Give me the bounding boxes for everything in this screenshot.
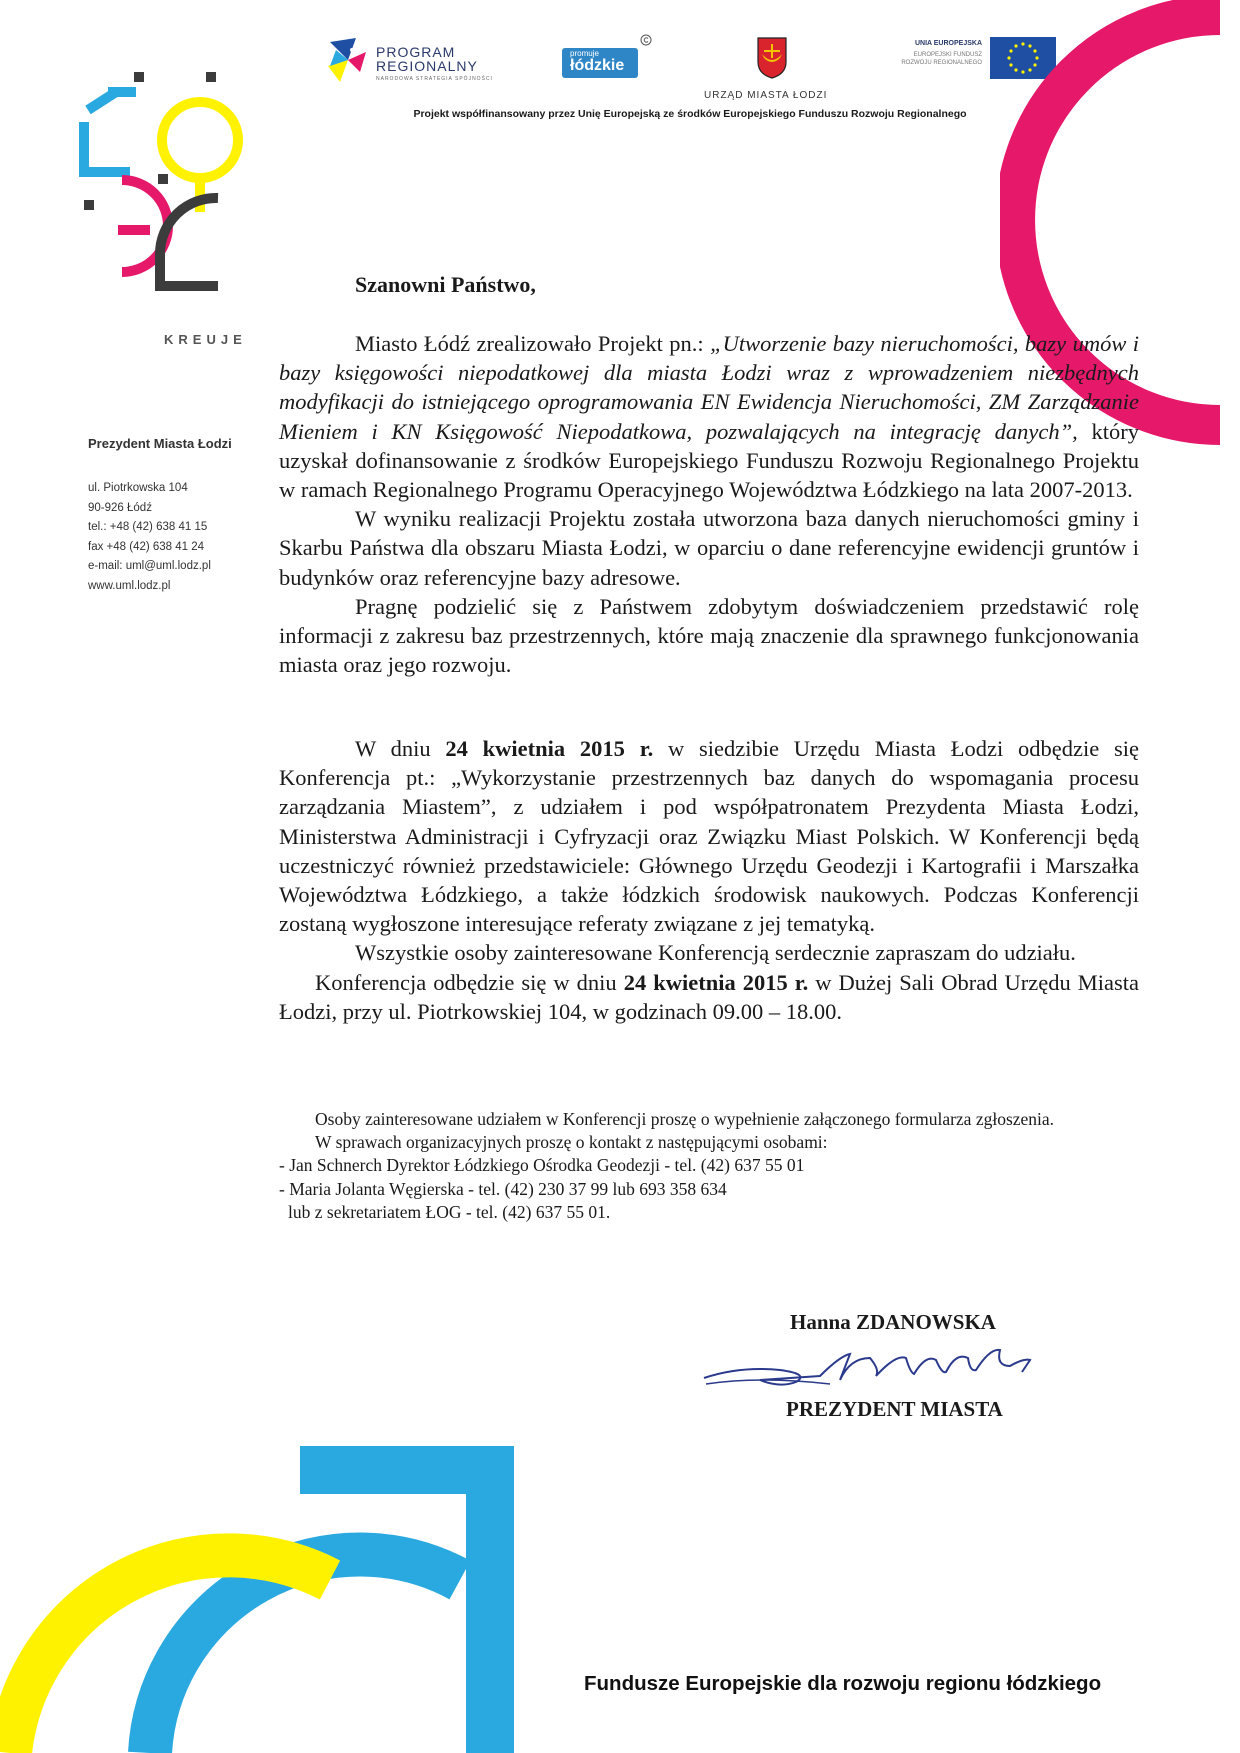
venue-date: 24 kwietnia 2015 r. bbox=[623, 969, 809, 995]
paragraph-invitation: Wszystkie osoby zainteresowane Konferencją serdecznie zapraszam do udziału. bbox=[355, 940, 1076, 966]
program-regionalny-title: PROGRAM REGIONALNY bbox=[376, 44, 478, 74]
cofinanced-statement: Projekt współfinansowany przez Unię Europejską ze środków Europejskiego Funduszu Rozwoju Regionalnego bbox=[413, 108, 967, 120]
contact-item: lub z sekretariatem ŁOG - tel. (42) 637 55 01. bbox=[288, 1201, 611, 1222]
address-website: www.uml.lodz.pl bbox=[88, 579, 171, 592]
signer-role: PREZYDENT MIASTA bbox=[786, 1397, 1003, 1421]
paragraph-venue: Konferencja odbędzie się w dniu 24 kwietnia 2015 r. w Dużej Sali Obrad Urzędu Miasta Łodzi, przy ul. Piotrkowskiej 104, w godzinach 09.00 – 18.00. bbox=[279, 969, 1139, 1024]
program-regionalny-subtitle: NARODOWA STRATEGIA SPÓJNOŚCI bbox=[376, 76, 493, 82]
address-street: ul. Piotrkowska 104 bbox=[88, 482, 188, 494]
paragraph-conference: W dniu 24 kwietnia 2015 r. w siedzibie Urzędu Miasta Łodzi odbędzie się Konferencja pt.: „Wykorzystanie przestrzennych baz danych do wspomagania procesu zarządzania Miastem”, z udziałem i pod współpatronatem Prezydenta Miasta Łodzi, Ministerstwa Administracji i Cyfryzacji oraz Związku Miast Polskich. W Konferencji będą uczestniczyć również przedstawiciele: Głównego Urzędu Geodezji i Kartografii i Marszałka Województwa Łódzkiego, a także łódzkich środowisk naukowych. Podczas Konferencji zostaną wygłoszone interesujące referaty związane z jej tematyką. bbox=[279, 736, 1139, 937]
address-phone: tel.: +48 (42) 638 41 15 bbox=[88, 521, 208, 533]
promuje-label: promuje bbox=[570, 49, 599, 58]
letter-intro bbox=[279, 329, 1139, 679]
contact-item: - Jan Schnerch Dyrektor Łódzkiego Ośrodka Geodezji - tel. (42) 637 55 01 bbox=[279, 1155, 805, 1176]
note-contact: W sprawach organizacyjnych proszę o kontakt z następującymi osobami: bbox=[315, 1132, 828, 1153]
paragraph-result: W wyniku realizacji Projektu została utworzona baza danych nieruchomości gminy i Skarbu Państwa dla obszaru Miasta Łodzi, w oparciu o dane referencyjne ewidencji gruntów i budynków oraz referencyjne bazy adresowe. bbox=[279, 506, 1139, 590]
letter-conference bbox=[279, 734, 1139, 1026]
lodzkie-label: łódzkie bbox=[570, 57, 625, 74]
paragraph-share: Pragnę podzielić się z Państwem zdobytym doświadczeniem przedstawić rolę informacji z zakresu baz przestrzennych, które mają znaczenie dla sprawnego funkcjonowania miasta oraz jego rozwoju. bbox=[279, 593, 1139, 678]
footer-slogan: Fundusze Europejskie dla rozwoju regionu łódzkiego bbox=[584, 1672, 1102, 1695]
lodz-kreuje-logo-icon bbox=[78, 50, 258, 332]
note-registration: Osoby zainteresowane udziałem w Konferencji proszę o wypełnienie załączonego formularza zgłoszenia. bbox=[315, 1109, 1055, 1129]
program-regionalny-logo bbox=[326, 36, 370, 86]
office-address bbox=[88, 479, 211, 596]
decorative-footer-graphic bbox=[0, 1440, 600, 1753]
eu-title: UNIA EUROPEJSKA bbox=[914, 40, 982, 47]
city-coat-of-arms-icon bbox=[756, 36, 788, 80]
office-title: Prezydent Miasta Łodzi bbox=[88, 436, 232, 451]
letter-notes bbox=[279, 1108, 1139, 1224]
handwritten-signature bbox=[700, 1336, 1060, 1396]
promuje-lodzkie-logo bbox=[562, 48, 638, 78]
project-title: „Utworzenie bazy nieruchomości, bazy umów i bazy księgowości niepodatkowej dla miasta Łodzi wraz z wprowadzeniem niezbędnych modyfikacji do istniejącego oprogramowania EN Ewidencja Nieruchomości, ZM Zarządzanie Mieniem i KN Księgowość Niepodatkowa, pozwalających na integrację danych”, bbox=[279, 331, 1139, 444]
paragraph-project: Miasto Łódź zrealizowało Projekt pn.: „Utworzenie bazy nieruchomości, bazy umów i bazy księgowości niepodatkowej dla miasta Łodzi wraz z wprowadzeniem niezbędnych modyfikacji do istniejącego oprogramowania EN Ewidencja Nieruchomości, ZM Zarządzanie Mieniem i KN Księgowość Niepodatkowa, pozwalających na integrację danych”, który uzyskał dofinansowanie z środków Europejskiego Funduszu Rozwoju Regionalnego Projektu w ramach Regionalnego Programu Operacyjnego Województwa Łódzkiego na lata 2007-2013. bbox=[279, 331, 1140, 503]
copyright-icon bbox=[640, 34, 652, 46]
address-fax: fax +48 (42) 638 41 24 bbox=[88, 540, 205, 553]
signer-name: Hanna ZDANOWSKA bbox=[790, 1310, 996, 1334]
eu-fund-label: EUROPEJSKI FUNDUSZ ROZWOJU REGIONALNEGO bbox=[901, 52, 982, 66]
contact-item: - Maria Jolanta Węgierska - tel. (42) 230 37 99 lub 693 358 634 bbox=[279, 1178, 727, 1199]
conference-date: 24 kwietnia 2015 r. bbox=[445, 736, 654, 761]
urzad-miasta-label: URZĄD MIASTA ŁODZI bbox=[704, 90, 828, 101]
program-regionalny-emblem-icon bbox=[326, 36, 370, 86]
address-postcode: 90-926 Łódź bbox=[88, 501, 152, 514]
salutation: Szanowni Państwo, bbox=[355, 272, 536, 297]
lodz-city-logo bbox=[78, 50, 258, 332]
address-email: e-mail: uml@uml.lodz.pl bbox=[88, 560, 211, 572]
kreuje-label: KREUJE bbox=[164, 332, 247, 347]
